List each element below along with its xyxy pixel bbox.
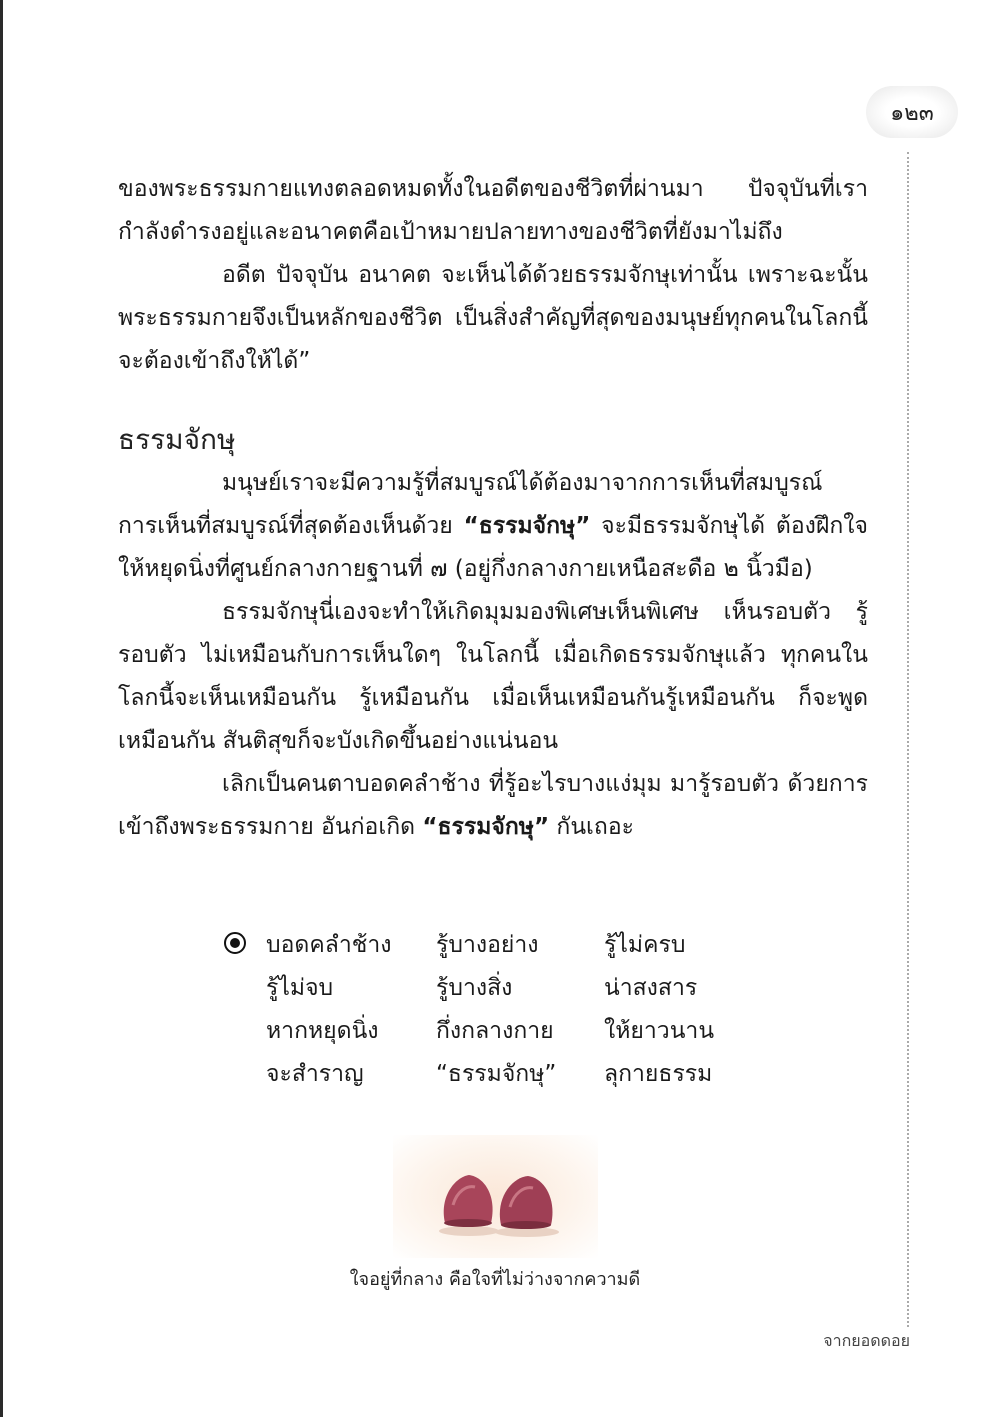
paragraph: ธรรมจักษุนี่เองจะทำให้เกิดมุมมองพิเศษเห็นพิเศษ เห็นรอบตัว รู้รอบตัว ไม่เหมือนกับการเห็นใดๆ ในโลกนี้ เมื่อเกิดธรรมจักษุแล้ว ทุกคนในโลกนี้จะเห็นเหมือนกัน รู้เหมือนกัน เมื่อเห็นเหมือนกันรู้เหมือนกัน ก็จะพูดเหมือนกัน สันติสุขก็จะบังเกิดขึ้นอย่างแน่นอน [118, 599, 868, 754]
poem-phrase: จะสำราญ [266, 1061, 364, 1087]
poem-phrase: รู้ไม่ครบ [604, 932, 686, 958]
text-run: มนุษย์เราจะมีความรู้ที่สมบูรณ์ได้ต้องมาจากการเห็นที่สมบูรณ์ การเห็นที่สมบูรณ์ที่สุดต้องเห็นด้วย [118, 470, 823, 539]
poem-phrase: รู้บางสิ่ง [436, 975, 513, 1001]
poem-phrase: บอดคลำช้าง [266, 932, 392, 958]
poem-phrase: กึ่งกลางกาย [436, 1018, 554, 1044]
poem-phrase: หากหยุดนิ่ง [266, 1018, 379, 1044]
section-body [118, 462, 868, 849]
fruit-photo [393, 1135, 598, 1258]
poem-phrase: “ธรรมจักษุ” [436, 1061, 557, 1087]
poem-line [224, 967, 784, 1010]
bold-term: “ธรรมจักษุ” [463, 513, 591, 539]
poem-block [224, 924, 784, 1096]
footer-book-title: จากยอดดอย [823, 1331, 910, 1350]
paragraph: ของพระธรรมกายแทงตลอดหมดทั้งในอดีตของชีวิตที่ผ่านมา ปัจจุบันที่เรากำลังดำรงอยู่และอนาคตคือเป้าหมายปลายทางของชีวิตที่ยังมาไม่ถึง [118, 176, 868, 245]
bold-term: “ธรรมจักษุ” [422, 814, 550, 840]
poem-phrase: รู้บางอย่าง [436, 932, 539, 958]
fruit-illustration [393, 1135, 598, 1258]
poem-phrase: ให้ยาวนาน [604, 1018, 715, 1044]
opening-text [118, 168, 868, 383]
left-page-edge [0, 0, 3, 1417]
dotted-margin-line [907, 152, 909, 1327]
paragraph [118, 462, 868, 591]
text-run: กันเถอะ [549, 814, 634, 840]
text-run: เลิกเป็นคนตาบอดคลำช้าง ที่รู้อะไรบางแง่มุม มารู้รอบตัว ด้วยการเข้าถึงพระธรรมกาย อันก่อเกิด [118, 771, 868, 840]
page-number: ๑๒๓ [866, 86, 958, 138]
section-heading: ธรรมจักษุ [118, 423, 236, 456]
text-run: จะมีธรรมจักษุได้ ต้องฝึกใจให้หยุดนิ่งที่ศูนย์กลางกายฐานที่ ๗ (อยู่กึ่งกลางกายเหนือสะดือ ๒ นิ้วมือ) [118, 513, 868, 582]
photo-caption: ใจอยู่ที่กลาง คือใจที่ไม่ว่างจากความดี [349, 1269, 641, 1290]
poem-line [224, 924, 784, 967]
poem-phrase: น่าสงสาร [604, 975, 698, 1001]
poem-phrase: รู้ไม่จบ [266, 975, 334, 1001]
paragraph: อดีต ปัจจุบัน อนาคต จะเห็นได้ด้วยธรรมจักษุเท่านั้น เพราะฉะนั้นพระธรรมกายจึงเป็นหลักของชีวิต เป็นสิ่งสำคัญที่สุดของมนุษย์ทุกคนในโลกนี้จะต้องเข้าถึงให้ได้” [118, 262, 868, 374]
poem-phrase: ลุกายธรรม [604, 1061, 713, 1087]
poem-line [224, 1053, 784, 1096]
paragraph [118, 763, 868, 849]
poem-line [224, 1010, 784, 1053]
